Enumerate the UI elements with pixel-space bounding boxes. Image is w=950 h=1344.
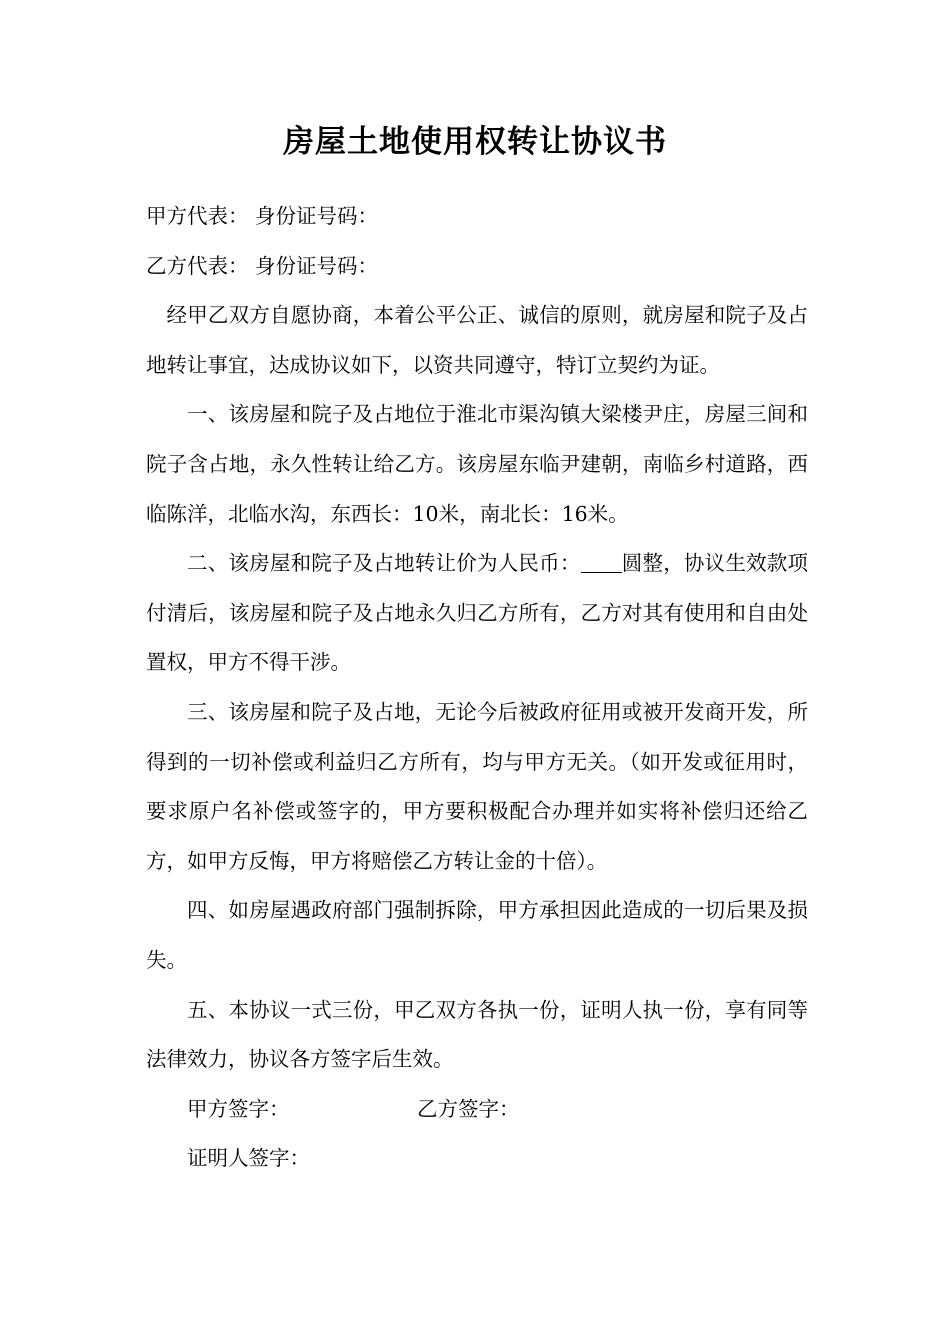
- party-a-signature-label: 甲方签字：: [187, 1096, 290, 1121]
- clause-3-paragraph: 三、该房屋和院子及占地，无论今后被政府征用或被开发商开发，所得到的一切补偿或利益归乙方所有，均与甲方无关。（如开发或征用时，要求原户名补偿或签字的，甲方要积极配合办理并如实将补偿归还给乙方，如甲方反悔，甲方将赔偿乙方转让金的十倍）。: [146, 699, 808, 873]
- preamble-paragraph: 经甲乙双方自愿协商，本着公平公正、诚信的原则，就房屋和院子及占地转让事宜，达成协议如下，以资共同遵守，特订立契约为证。: [146, 303, 808, 377]
- clause-2-text-end: 圆整，协议生效款项付清后，该房屋和院子及占地永久归乙方所有，乙方对其有使用和自由处置权，甲方不得干涉。: [146, 551, 809, 675]
- clause-2-text-start: 二、该房屋和院子及占地转让价为人民币：: [187, 551, 581, 576]
- clause-5-paragraph: 五、本协议一式三份，甲乙双方各执一份，证明人执一份，享有同等法律效力，协议各方签字后生效。: [146, 997, 808, 1072]
- clause-1-paragraph: 一、该房屋和院子及占地位于淮北市渠沟镇大梁楼尹庄，房屋三间和院子含占地，永久性转让给乙方。该房屋东临尹建朝，南临乡村道路，西临陈洋，北临水沟，东西长：10米，南北长：16米。: [146, 402, 808, 526]
- clause-2-paragraph: [146, 539, 808, 688]
- witness-signature-label: 证明人签字：: [187, 1146, 310, 1171]
- signature-row: [146, 1085, 808, 1135]
- clause-4-paragraph: 四、如房屋遇政府部门强制拆除，甲方承担因此造成的一切后果及损失。: [146, 898, 808, 972]
- document-title: 房屋土地使用权转让协议书: [283, 124, 667, 160]
- party-b-line: 乙方代表： 身份证号码：: [146, 253, 379, 278]
- party-b-signature-label: 乙方签字：: [417, 1096, 520, 1121]
- price-blank-line: [581, 551, 622, 574]
- document-body: [146, 192, 808, 1184]
- party-a-line: 甲方代表： 身份证号码：: [146, 204, 379, 228]
